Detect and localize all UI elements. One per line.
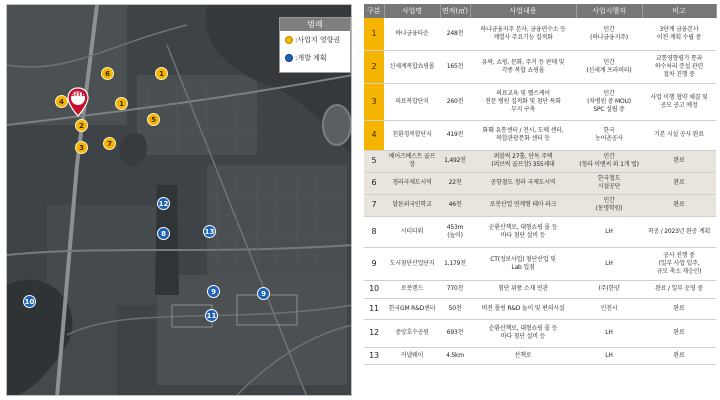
cell-line: LH [605,227,613,235]
table-cell-no: 3 [364,83,384,120]
site-label: SITE [70,91,86,98]
cell-line: 3단계 금융본사 [659,25,699,33]
table-cell-note [642,50,716,83]
table-row [364,194,716,216]
table-cell-content [470,194,576,216]
table-cell-note [642,120,716,150]
cell-line: LH [605,351,613,359]
cell-line: 이전 계획 수립 중 [656,33,702,41]
table-cell-area: 693천 [440,319,470,347]
cell-line: 산책로 [514,351,532,359]
table-cell-operator [576,50,642,83]
cell-line: 민간 [603,25,615,33]
column-header: 사업시행자 [576,4,642,18]
cell-line: 완료 [673,179,685,186]
cell-line: 하수처리 증설 관련 [654,62,704,70]
table-cell-name: 하나금융타운 [384,18,440,50]
table-cell-name: 친환경복합단지 [384,120,440,150]
blue-dot-icon [285,54,293,62]
table-cell-operator [576,18,642,50]
table-cell-operator [576,319,642,347]
table-cell-name: 한국GM R&D센터 [384,298,440,319]
table-cell-name: 달튼외국인학교 [384,194,440,216]
table-cell-no: 1 [364,18,384,50]
table-cell-content [470,347,576,364]
cell-line: 453m [446,223,464,231]
table-cell-note [642,247,716,280]
cell-line: (주)한양 [598,285,620,292]
cell-line: 민간 [603,153,615,160]
cell-line: 절차 진행 중 [663,70,695,78]
table-cell-note [642,83,716,120]
map-marker[interactable]: 4 [55,95,68,108]
column-header: 비고 [642,4,716,18]
table-cell-name: 의료복합단지 [384,83,440,120]
table-row [364,83,716,120]
map-marker[interactable]: 11 [205,309,218,322]
column-header: 사업내용 [470,4,576,18]
yellow-dot-icon [285,36,293,44]
cell-line: 민간 [603,58,615,66]
table-cell-content [470,150,576,172]
cell-line: 기본 시설 공사 완료 [654,131,704,138]
table-cell-area: 1,179천 [440,247,470,280]
cell-line: 공항철도 청라 국제도시역 [490,179,556,186]
table-cell-note [642,347,716,364]
cell-line: 완료 / 일부 운영 중 [655,285,703,292]
table-cell-area: 260천 [440,83,470,120]
cell-line: 부지 구축 [510,105,536,113]
table-cell-name: 도시첨단산업단지 [384,247,440,280]
table-cell-name: 청라국제도시역 [384,172,440,194]
table-cell-note [642,280,716,298]
table-row [364,280,716,298]
cell-line: (일부 사업 입주, [658,259,700,267]
table-cell-content [470,216,576,247]
cell-line: Lab 입점 [511,263,535,271]
map-marker[interactable]: 1 [155,67,168,80]
cell-line: (동명학원) [595,205,623,212]
table-cell-no: 10 [364,280,384,298]
table-cell-area: 248천 [440,18,470,50]
table-cell-name: 커낼웨이 [384,347,440,364]
table-cell-no: 7 [364,194,384,216]
cell-line: LH [605,329,613,336]
legend-item [280,31,350,49]
map-marker[interactable]: 7 [103,137,116,150]
table-cell-operator [576,194,642,216]
map-marker[interactable]: 9 [207,285,220,298]
cell-line: 퍼블릭 27홀, 단독 주택 [493,153,553,160]
cell-line: 시설공단 [597,183,621,190]
cell-line: 순환산책로, 대형쇼핑 몰 등 [488,223,558,231]
table-row [364,150,716,172]
legend-label: :개발 계획 [295,54,327,62]
table-cell-content [470,319,576,347]
cell-line: 로봇산업 연계형 테마 파크 [489,201,557,208]
cell-line: 한국철도 [597,175,621,182]
table-cell-operator [576,347,642,364]
table-cell-name: 베어즈베스트 골프장 [384,150,440,172]
table-cell-operator [576,120,642,150]
table-cell-area: 419천 [440,120,470,150]
table-cell-note [642,298,716,319]
table-cell-area: 46천 [440,194,470,216]
table-cell-content [470,298,576,319]
table-cell-area: 22천 [440,172,470,194]
cell-line: 착공 / 2023년 완공 계획 [647,227,711,235]
site-pin[interactable] [67,87,89,117]
table-cell-note [642,194,716,216]
map-marker[interactable]: 5 [147,113,160,126]
table-row [364,298,716,319]
cell-line: CT(정보사업) 첨단산업 및 [490,255,556,263]
cell-line: 인천시 [600,304,618,312]
table-row [364,216,716,247]
cell-line: (신세계 프라퍼티) [586,66,632,74]
cell-line: 첨단 위풍 소재 연관 [498,285,548,292]
cell-line: (청라 이앤씨 외 1개 법) [579,161,639,168]
table-cell-note [642,319,716,347]
table-row [364,120,716,150]
table-cell-no: 13 [364,347,384,364]
table-cell-area: 1,492천 [440,150,470,172]
cell-line: 복합관광문화 센터 등 [496,135,550,142]
cell-line: 완료 [673,157,685,164]
cell-line: 규모 축소 재승인) [656,267,702,275]
legend-title: 범례 [280,18,350,31]
table-cell-area [440,216,470,247]
aerial-map [6,4,352,396]
cell-line: 사업 이행 협약 체결 및 [650,93,708,101]
table-cell-no: 8 [364,216,384,247]
table-cell-note [642,150,716,172]
map-marker[interactable]: 3 [75,141,88,154]
cell-line: 완료 [673,351,685,359]
cell-line: 민간 [603,89,615,97]
map-marker[interactable]: 2 [75,119,88,132]
cell-line: 바다 첨단 설비 등 [500,333,546,340]
cell-line: SPC 설립 중 [593,105,625,113]
table-row [364,172,716,194]
table-cell-name: 시티타워 [384,216,440,247]
cell-line: 공모 공고 예정 [660,101,698,109]
table-cell-note [642,216,716,247]
cell-line: 유락, 쇼핑, 문화, 주거 등 판매 및 [481,58,565,66]
table-cell-content [470,18,576,50]
map-marker[interactable]: 10 [23,295,36,308]
map-marker[interactable]: 8 [157,227,170,240]
cell-line: 버전 폴링 R&D 놀이 및 편의시설 [481,304,565,312]
map-marker[interactable]: 6 [101,67,114,80]
cell-line: 완료 [673,201,685,208]
cell-line: 계열사 주요기능 집적화 [493,33,553,41]
table-row [364,50,716,83]
column-header: 면적(㎡) [440,4,470,18]
map-marker[interactable]: 13 [203,225,216,238]
column-header: 구분 [364,4,384,18]
table-row [364,247,716,280]
table-cell-content [470,247,576,280]
cell-line: 공사 진행 중 [663,251,695,259]
table-cell-area: 4.5km [440,347,470,364]
legend-label: :사업지 영향권 [295,36,341,44]
cell-line: (차병원 중 MOU) [587,97,631,105]
table-cell-content [470,120,576,150]
table-cell-no: 6 [364,172,384,194]
table-cell-note [642,172,716,194]
cell-line: 완료 [673,304,685,312]
column-header: 사업명 [384,4,440,18]
table-cell-no: 9 [364,247,384,280]
table-cell-operator [576,298,642,319]
table-cell-area: 770천 [440,280,470,298]
table-row [364,18,716,50]
table-cell-content [470,83,576,120]
cell-line: 교통영향평가 통과 [655,54,703,62]
cell-line: 순환산책로, 대형쇼핑 몰 등 [488,325,558,332]
legend-item [280,49,350,67]
table-cell-content [470,50,576,83]
map-legend [279,17,351,73]
map-marker[interactable]: 12 [157,197,170,210]
table-cell-operator [576,83,642,120]
table-cell-no: 5 [364,150,384,172]
cell-line: 농어촌공사 [595,135,623,142]
table-cell-operator [576,280,642,298]
table-header-row [364,4,716,18]
cell-line: 한국 [603,127,615,134]
table-cell-operator [576,216,642,247]
cell-line: (퍼브릭 골프장) 355세대 [491,161,555,168]
table-cell-name: 신세계복합쇼핑몰 [384,50,440,83]
table-cell-area: 165천 [440,50,470,83]
cell-line: 민간 [603,197,615,204]
table-cell-note [642,18,716,50]
table-cell-no: 4 [364,120,384,150]
cell-line: 의료교육 및 헬스케어 [496,89,550,97]
table-row [364,319,716,347]
cell-line: 바다 첨단 설비 등 [500,231,546,239]
cell-line: LH [605,259,613,267]
table-cell-content [470,280,576,298]
table-cell-no: 11 [364,298,384,319]
cell-line: (하나금융지주) [590,33,628,41]
table-cell-name: 로봇랜드 [384,280,440,298]
table-cell-area: 50천 [440,298,470,319]
cell-line: 화훼 유통센터 / 전시, 도매 센터, [482,127,564,134]
project-table [364,4,716,365]
cell-line: 전문 병원 집적화 및 첨단 특화 [485,97,561,105]
table-cell-operator [576,247,642,280]
table-cell-name: 중앙호수공원 [384,319,440,347]
map-marker[interactable]: 9 [257,287,270,300]
table-row [364,347,716,364]
cell-line: (높이) [447,231,463,239]
table-cell-content [470,172,576,194]
cell-line: 완료 [673,329,685,336]
table-cell-operator [576,150,642,172]
cell-line: 하나금융지주 본사, 금융연수소 등 [480,25,566,33]
map-marker[interactable]: 1 [115,97,128,110]
table-cell-operator [576,172,642,194]
table-cell-no: 12 [364,319,384,347]
table-cell-no: 2 [364,50,384,83]
cell-line: 각종 복합 쇼핑몰 [501,66,545,74]
